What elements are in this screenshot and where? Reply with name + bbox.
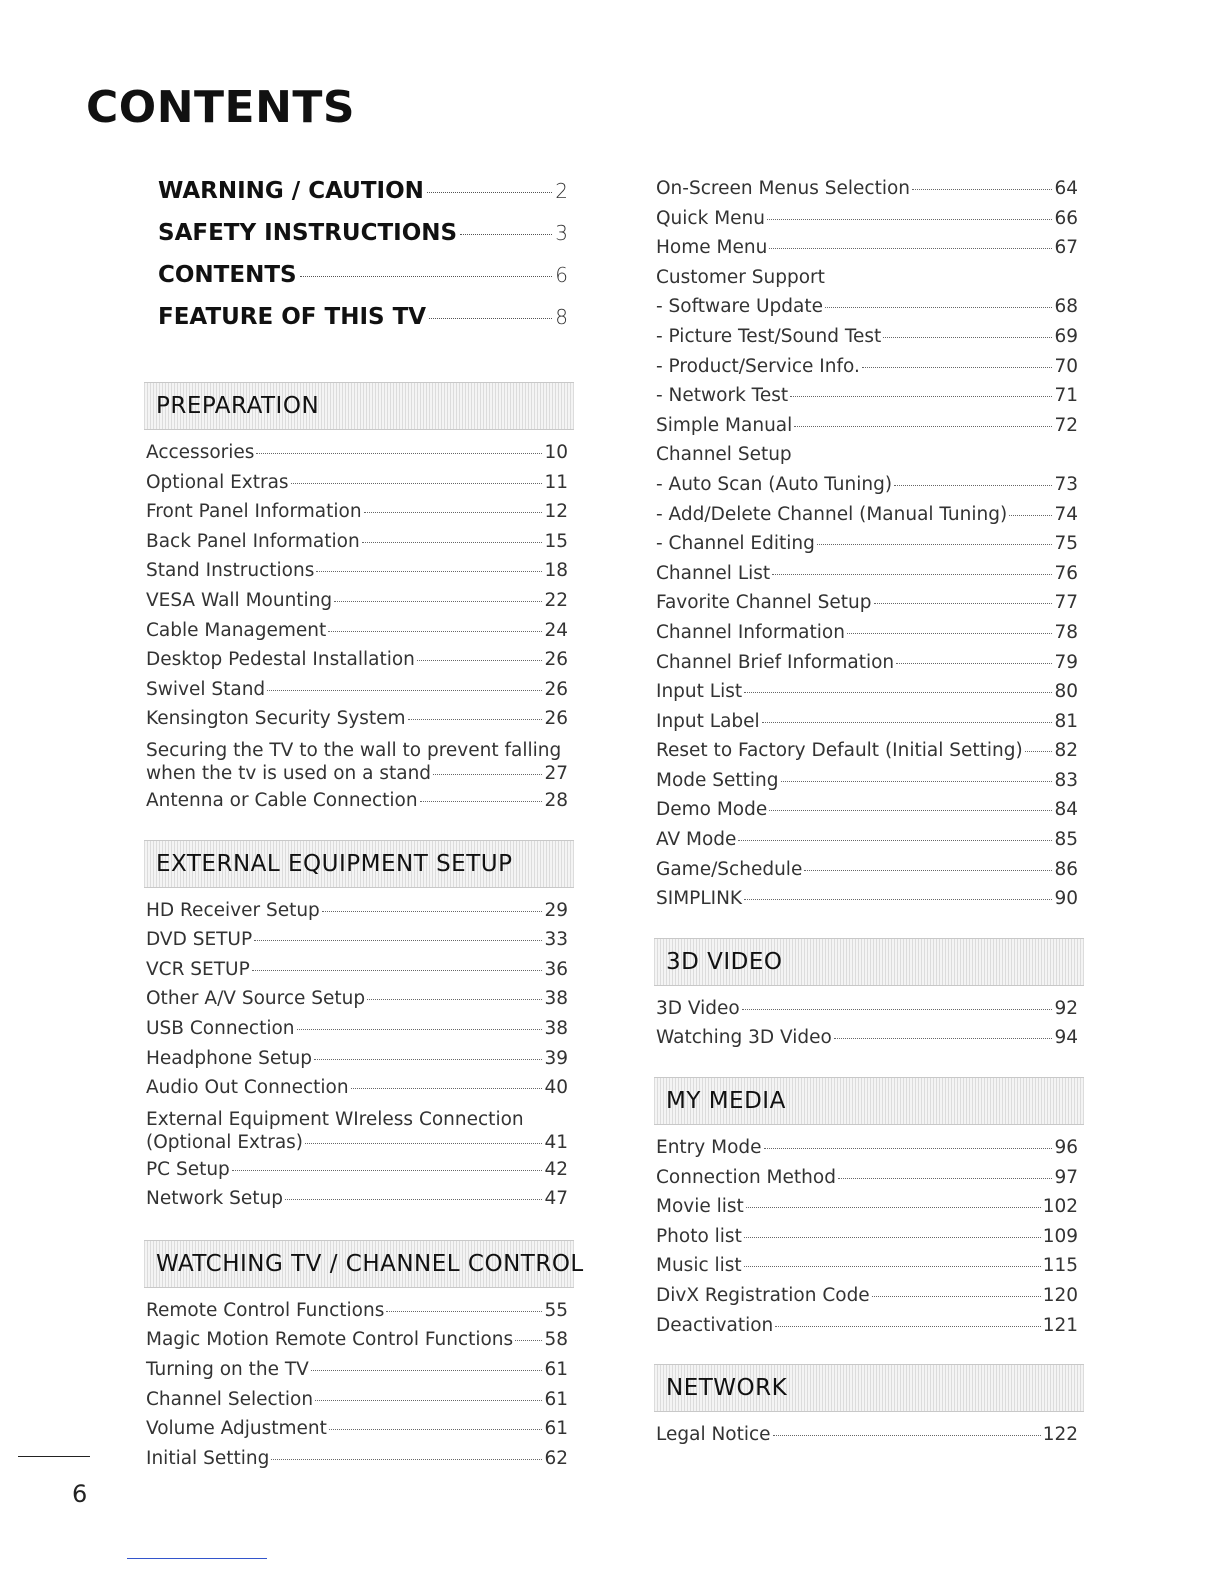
entry-page: 8: [555, 305, 568, 329]
entry-title: - Auto Scan (Auto Tuning): [656, 473, 893, 495]
toc-entry[interactable]: [146, 1188, 568, 1218]
entry-title: SIMPLINK: [656, 888, 743, 910]
entry-page: 11: [544, 471, 568, 493]
entry-page: 77: [1054, 592, 1078, 614]
toc-entry[interactable]: [146, 1077, 568, 1107]
toc-entry[interactable]: [146, 560, 568, 590]
entry-page: 79: [1054, 651, 1078, 673]
entry-title: DivX Registration Code: [656, 1285, 870, 1306]
dot-leader: [297, 1029, 543, 1030]
entry-title: 3D Video: [656, 997, 740, 1019]
entry-page: 85: [1054, 829, 1078, 851]
toc-major-entry[interactable]: [158, 304, 568, 346]
entry-title: Watching 3D Video: [656, 1027, 832, 1049]
entry-page: 55: [544, 1299, 568, 1321]
dot-leader: [738, 840, 1052, 841]
dot-leader: [417, 660, 543, 661]
toc-entry[interactable]: [146, 1389, 568, 1419]
entry-page: 92: [1054, 997, 1078, 1019]
entry-page: 78: [1054, 621, 1078, 643]
section-heading: EXTERNAL EQUIPMENT SETUP: [156, 850, 513, 877]
entry-title: Channel Selection: [146, 1388, 314, 1410]
section-heading: PREPARATION: [156, 393, 320, 419]
toc-entry[interactable]: [656, 533, 1078, 563]
toc-entry[interactable]: [146, 679, 568, 709]
entry-title: Deactivation: [656, 1314, 774, 1336]
entry-title: Input Label: [656, 710, 760, 732]
entry-page: 41: [544, 1131, 568, 1153]
dot-leader: [285, 1199, 542, 1200]
entry-page: 26: [544, 678, 568, 700]
toc-entry[interactable]: [146, 1418, 568, 1448]
toc-entry[interactable]: [656, 799, 1078, 829]
entry-title: - Network Test: [656, 385, 789, 407]
entry-title: Demo Mode: [656, 799, 768, 821]
entry-page: 74: [1054, 503, 1078, 525]
dot-leader: [386, 1311, 542, 1312]
entry-page: 18: [544, 560, 568, 582]
entry-title: Entry Mode: [656, 1137, 762, 1159]
entry-page: 68: [1054, 296, 1078, 318]
dot-leader: [256, 453, 542, 454]
toc-entry[interactable]: [146, 708, 568, 738]
toc-entry[interactable]: [656, 415, 1078, 445]
entry-page: 76: [1054, 562, 1078, 584]
toc-entry[interactable]: [146, 1048, 568, 1078]
dot-leader: [271, 1459, 542, 1460]
entry-page: 38: [544, 988, 568, 1010]
dot-leader: [364, 512, 543, 513]
entry-page: 84: [1054, 799, 1078, 821]
dot-leader: [300, 276, 553, 277]
toc-entry[interactable]: [656, 622, 1078, 652]
dot-leader: [315, 1400, 542, 1401]
dot-leader: [316, 571, 542, 572]
entry-page: 40: [544, 1077, 568, 1099]
toc-entry[interactable]: [146, 929, 568, 959]
entry-title: - Channel Editing: [656, 533, 815, 555]
toc-entry[interactable]: [146, 1448, 568, 1478]
entry-page: 26: [544, 708, 568, 730]
entry-title: Cable Management: [146, 619, 327, 641]
entry-title: FEATURE OF THIS TV: [158, 304, 427, 330]
entry-page: 64: [1054, 178, 1078, 199]
entry-title: Magic Motion Remote Control Functions: [146, 1329, 514, 1351]
toc-entry[interactable]: [146, 472, 568, 502]
toc-entry[interactable]: [656, 1226, 1078, 1256]
entry-page: 28: [544, 789, 568, 811]
entry-page: 36: [544, 958, 568, 980]
toc-entry[interactable]: [656, 888, 1078, 918]
entry-page: 26: [544, 649, 568, 671]
entry-page: 67: [1054, 237, 1078, 259]
toc-entry-multiline[interactable]: [146, 1107, 568, 1159]
entry-page: 61: [544, 1388, 568, 1410]
entry-page: 27: [544, 762, 568, 784]
entry-title: Customer Support: [656, 266, 825, 288]
entry-title: Swivel Stand: [146, 678, 266, 700]
major-entries: [146, 178, 568, 346]
toc-entry[interactable]: [656, 563, 1078, 593]
section-header-preparation: [144, 382, 574, 430]
dot-leader: [420, 801, 543, 802]
toc-entry[interactable]: [656, 356, 1078, 386]
dot-leader: [305, 1143, 542, 1144]
entries-3d-video: [656, 998, 1078, 1057]
toc-entry[interactable]: [656, 1167, 1078, 1197]
toc-entry[interactable]: [146, 620, 568, 650]
dot-leader: [764, 1148, 1053, 1149]
entry-page: 73: [1054, 473, 1078, 495]
dot-leader: [762, 722, 1053, 723]
toc-entry[interactable]: [656, 474, 1078, 504]
dot-leader: [874, 603, 1053, 604]
entry-page: 122: [1042, 1424, 1078, 1446]
toc-entry[interactable]: [656, 740, 1078, 770]
entry-page: 24: [544, 619, 568, 641]
entry-page: 10: [544, 442, 568, 463]
entry-page: 58: [544, 1329, 568, 1351]
section-header-3d-video: [654, 938, 1084, 986]
toc-entry[interactable]: [146, 1300, 568, 1330]
entry-title: - Software Update: [656, 296, 823, 318]
dot-leader: [883, 337, 1052, 338]
entry-title: Network Setup: [146, 1188, 283, 1210]
toc-entry[interactable]: [656, 385, 1078, 415]
dot-leader: [1025, 751, 1053, 752]
dot-leader: [427, 192, 552, 193]
dot-leader: [838, 1178, 1053, 1179]
entries-preparation: [146, 442, 568, 820]
entry-title: Input List: [656, 681, 743, 703]
toc-major-entry[interactable]: [158, 178, 568, 220]
entry-title: Connection Method: [656, 1166, 836, 1188]
entry-title: VESA Wall Mounting: [146, 589, 333, 611]
entry-title-continued: [146, 1132, 568, 1159]
toc-entry[interactable]: [146, 501, 568, 531]
toc-group-heading[interactable]: [656, 444, 1078, 474]
entry-title: - Product/Service Info.: [656, 355, 860, 377]
entry-title: Game/Schedule: [656, 858, 803, 880]
entry-page: 83: [1054, 769, 1078, 791]
entry-page: 71: [1054, 385, 1078, 407]
dot-leader: [429, 318, 552, 319]
dot-leader: [772, 574, 1052, 575]
entry-page: 33: [544, 929, 568, 951]
footer-rule: [18, 1456, 90, 1457]
dot-leader: [804, 870, 1052, 871]
entry-title: Other A/V Source Setup: [146, 988, 366, 1010]
entry-title: USB Connection: [146, 1017, 295, 1039]
entry-title: External Equipment WIreless Connection: [146, 1108, 524, 1130]
entry-page: 121: [1042, 1314, 1078, 1336]
dot-leader: [460, 234, 552, 235]
toc-entry[interactable]: [146, 1159, 568, 1189]
entry-page: 90: [1054, 888, 1078, 910]
entry-page: 82: [1054, 740, 1078, 762]
entry-title: Mode Setting: [656, 769, 779, 791]
toc-entry[interactable]: [146, 442, 568, 472]
dot-leader: [252, 970, 543, 971]
toc-entry[interactable]: [656, 859, 1078, 889]
entry-title: Headphone Setup: [146, 1047, 312, 1069]
dot-leader: [1009, 515, 1052, 516]
entries-menus: [656, 178, 1078, 918]
dot-leader: [515, 1340, 542, 1341]
dot-leader: [847, 633, 1053, 634]
dot-leader: [912, 189, 1052, 190]
toc-entry[interactable]: [656, 296, 1078, 326]
entry-page: 75: [1054, 533, 1078, 555]
toc-entry[interactable]: [656, 592, 1078, 622]
entry-title: Initial Setting: [146, 1447, 270, 1469]
entry-title: Movie list: [656, 1196, 744, 1218]
entry-title: Legal Notice: [656, 1424, 771, 1446]
entry-page: 22: [544, 589, 568, 611]
dot-leader: [773, 1435, 1041, 1436]
toc-left-column: [146, 178, 584, 1477]
dot-leader: [862, 367, 1053, 368]
entry-title: PC Setup: [146, 1158, 230, 1180]
entry-page: 70: [1054, 355, 1078, 377]
entry-title: VCR SETUP: [146, 958, 250, 980]
toc-entry[interactable]: [656, 1255, 1078, 1285]
entry-title: Stand Instructions: [146, 560, 315, 582]
dot-leader: [744, 1237, 1041, 1238]
entry-title: Channel List: [656, 562, 771, 584]
entry-title: Kensington Security System: [146, 708, 406, 730]
entry-title: Reset to Factory Default (Initial Setting): [656, 740, 1023, 762]
entry-title: On-Screen Menus Selection: [656, 178, 911, 199]
entry-title: WARNING / CAUTION: [158, 178, 424, 204]
entry-title: Favorite Channel Setup: [656, 592, 872, 614]
section-heading: NETWORK: [666, 1375, 788, 1402]
dot-leader: [744, 692, 1052, 693]
dot-leader: [328, 631, 542, 632]
entry-page: 97: [1054, 1166, 1078, 1188]
entry-title: AV Mode: [656, 829, 737, 851]
dot-leader: [742, 1009, 1053, 1010]
entry-title: Music list: [656, 1255, 742, 1277]
dot-leader: [817, 544, 1053, 545]
entry-title: DVD SETUP: [146, 929, 253, 951]
dot-leader: [872, 1296, 1041, 1297]
entry-title: HD Receiver Setup: [146, 899, 320, 921]
entry-title: Front Panel Information: [146, 501, 362, 523]
dot-leader: [232, 1170, 543, 1171]
toc-right-column: [656, 178, 1078, 1454]
dot-leader: [769, 248, 1052, 249]
entry-page: 61: [544, 1359, 568, 1381]
dot-leader: [744, 899, 1052, 900]
entry-title: Antenna or Cable Connection: [146, 789, 418, 811]
dot-leader: [433, 774, 542, 775]
dot-leader: [790, 396, 1052, 397]
toc-entry[interactable]: [656, 1027, 1078, 1057]
dot-leader: [362, 542, 543, 543]
dot-leader: [825, 307, 1052, 308]
entry-page: 94: [1054, 1027, 1078, 1049]
entry-page: 72: [1054, 414, 1078, 436]
toc-major-entry[interactable]: [158, 262, 568, 304]
toc-entry[interactable]: [146, 1329, 568, 1359]
entry-page: 102: [1042, 1196, 1078, 1218]
entry-title: Desktop Pedestal Installation: [146, 649, 415, 671]
toc-entry[interactable]: [656, 208, 1078, 238]
toc-entry[interactable]: [146, 790, 568, 820]
dot-leader: [351, 1088, 543, 1089]
toc-entry[interactable]: [146, 590, 568, 620]
toc-entry[interactable]: [656, 1137, 1078, 1167]
toc-entry[interactable]: [656, 237, 1078, 267]
dot-leader: [314, 1059, 542, 1060]
dot-leader: [775, 1326, 1040, 1327]
dot-leader: [781, 781, 1053, 782]
entry-page: 109: [1042, 1225, 1078, 1247]
entry-page: 61: [544, 1418, 568, 1440]
entry-title: Securing the TV to the wall to prevent falling: [146, 739, 562, 761]
entry-title-line2: (Optional Extras): [146, 1131, 304, 1153]
entry-title: Back Panel Information: [146, 530, 360, 552]
dot-leader: [291, 483, 543, 484]
entry-title: CONTENTS: [158, 262, 297, 288]
entry-title: Quick Menu: [656, 207, 765, 229]
entry-title: - Add/Delete Channel (Manual Tuning): [656, 503, 1008, 525]
dot-leader: [254, 940, 542, 941]
entry-page: 47: [544, 1188, 568, 1210]
toc-entry[interactable]: [146, 988, 568, 1018]
toc-entry[interactable]: [656, 1285, 1078, 1315]
entry-page: 86: [1054, 858, 1078, 880]
section-header-watching-tv: [144, 1240, 584, 1288]
entry-page: 96: [1054, 1137, 1078, 1159]
dot-leader: [794, 426, 1052, 427]
toc-entry[interactable]: [656, 326, 1078, 356]
toc-entry[interactable]: [656, 829, 1078, 859]
page-number: 6: [72, 1480, 88, 1508]
toc-entry[interactable]: [146, 1359, 568, 1389]
entry-page: 69: [1054, 325, 1078, 347]
entry-page: 115: [1042, 1255, 1078, 1277]
dot-leader: [746, 1207, 1041, 1208]
section-heading: 3D VIDEO: [666, 948, 783, 975]
toc-entry[interactable]: [656, 1196, 1078, 1226]
section-header-my-media: [654, 1077, 1084, 1125]
entry-page: 62: [544, 1447, 568, 1469]
entry-title: - Picture Test/Sound Test: [656, 325, 882, 347]
toc-entry[interactable]: [656, 681, 1078, 711]
entry-title-continued: [146, 763, 568, 790]
entry-page: 2: [555, 179, 568, 203]
entries-my-media: [656, 1137, 1078, 1344]
toc-entry-multiline[interactable]: [146, 738, 568, 790]
toc-group-heading[interactable]: [656, 267, 1078, 297]
entry-page: 38: [544, 1017, 568, 1039]
entry-title-line2: when the tv is used on a stand: [146, 762, 432, 784]
section-header-network: [654, 1364, 1084, 1412]
entry-page: 12: [544, 501, 568, 523]
bottom-rule: [127, 1558, 267, 1559]
dot-leader: [767, 219, 1052, 220]
entry-page: 42: [544, 1158, 568, 1180]
entry-title: Audio Out Connection: [146, 1077, 349, 1099]
page-title: CONTENTS: [86, 82, 356, 133]
toc-entry[interactable]: [656, 770, 1078, 800]
entry-title: Volume Adjustment: [146, 1418, 327, 1440]
toc-entry[interactable]: [656, 178, 1078, 208]
entry-title: Home Menu: [656, 237, 768, 259]
entry-title: Channel Setup: [656, 444, 792, 466]
toc-entry[interactable]: [656, 711, 1078, 741]
toc-major-entry[interactable]: [158, 220, 568, 262]
toc-entry[interactable]: [656, 1424, 1078, 1454]
dot-leader: [367, 999, 542, 1000]
entry-title: Channel Information: [656, 621, 845, 643]
toc-entry[interactable]: [146, 1018, 568, 1048]
dot-leader: [329, 1429, 543, 1430]
dot-leader: [267, 690, 542, 691]
entries-network: [656, 1424, 1078, 1454]
entry-title: Simple Manual: [656, 414, 793, 436]
entry-title: Channel Brief Information: [656, 651, 895, 673]
entry-page: 66: [1054, 207, 1078, 229]
section-header-external-equipment: [144, 840, 574, 888]
entries-watching-tv: [146, 1300, 568, 1478]
entry-title: Turning on the TV: [146, 1359, 309, 1381]
toc-entry[interactable]: [656, 504, 1078, 534]
entry-title: SAFETY INSTRUCTIONS: [158, 220, 458, 246]
section-heading: MY MEDIA: [666, 1088, 786, 1115]
toc-entry[interactable]: [146, 649, 568, 679]
dot-leader: [311, 1370, 543, 1371]
dot-leader: [834, 1038, 1053, 1039]
entry-page: 15: [544, 530, 568, 552]
entry-page: 39: [544, 1047, 568, 1069]
entry-title: Optional Extras: [146, 471, 289, 493]
entry-title: Photo list: [656, 1225, 742, 1247]
dot-leader: [896, 663, 1052, 664]
entry-page: 3: [555, 221, 568, 245]
dot-leader: [894, 485, 1052, 486]
entry-page: 120: [1042, 1285, 1078, 1306]
dot-leader: [334, 601, 542, 602]
entry-page: 29: [544, 899, 568, 921]
entry-title: Accessories: [146, 442, 255, 463]
toc-entry[interactable]: [146, 900, 568, 930]
dot-leader: [744, 1266, 1041, 1267]
dot-leader: [408, 719, 543, 720]
dot-leader: [322, 911, 543, 912]
entry-page: 81: [1054, 710, 1078, 732]
toc-entry[interactable]: [656, 1315, 1078, 1345]
entry-title: Remote Control Functions: [146, 1299, 385, 1321]
entries-external-equipment: [146, 900, 568, 1218]
toc-entry[interactable]: [656, 652, 1078, 682]
entry-page: 6: [555, 263, 568, 287]
toc-entry[interactable]: [656, 998, 1078, 1028]
section-heading: WATCHING TV / CHANNEL CONTROL: [156, 1250, 584, 1277]
entry-page: 80: [1054, 681, 1078, 703]
dot-leader: [769, 810, 1052, 811]
toc-entry[interactable]: [146, 531, 568, 561]
toc-entry[interactable]: [146, 959, 568, 989]
